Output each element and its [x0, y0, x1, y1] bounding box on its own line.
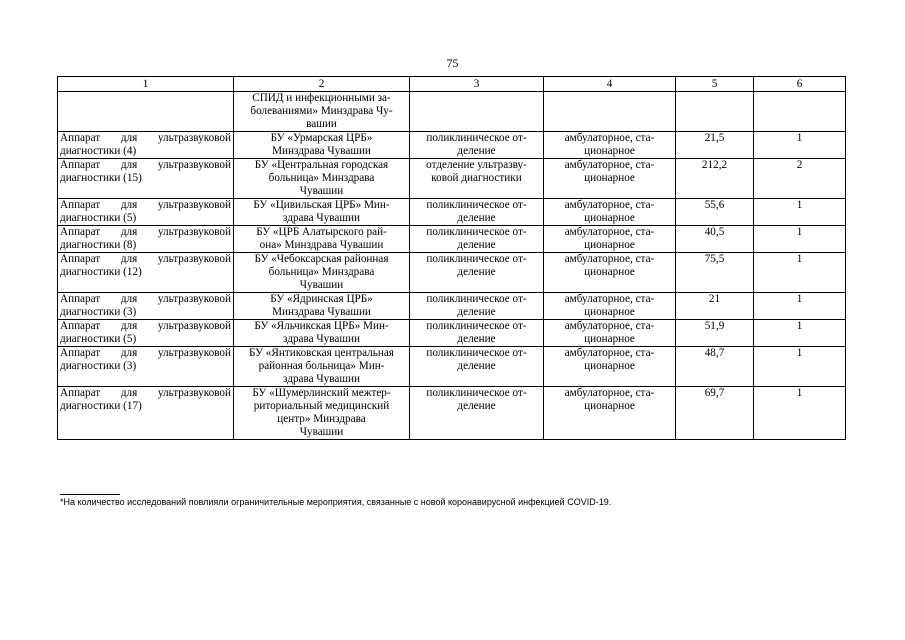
- care-type-cell: [544, 320, 676, 347]
- cell-line: амбулаторное, ста-: [564, 387, 655, 399]
- cell-line: здрава Чувашии: [283, 373, 360, 385]
- department-cell: [410, 293, 544, 320]
- header-cell: 1: [58, 77, 234, 92]
- header-cell: 4: [544, 77, 676, 92]
- cell-line: БУ «Урмарская ЦРБ»: [270, 132, 373, 144]
- cell-line: диагностики (3): [60, 306, 137, 318]
- count-cell: 1: [754, 320, 846, 347]
- table-row: [58, 92, 846, 132]
- cell-line: диагностики (5): [60, 212, 137, 224]
- equipment-name-cell: [58, 159, 234, 199]
- cell-line: деление: [457, 400, 496, 412]
- header-cell: 5: [676, 77, 754, 92]
- cell-line: амбулаторное, ста-: [564, 293, 655, 305]
- table-header-row: [58, 77, 846, 92]
- cell-line: ционарное: [584, 333, 635, 345]
- value-cell: 40,5: [676, 226, 754, 253]
- count-cell: 1: [754, 347, 846, 387]
- institution-cell: [234, 199, 410, 226]
- institution-cell: [234, 387, 410, 440]
- cell-line: Аппарат для ультразвуковой: [60, 199, 231, 211]
- cell-line: диагностики (17): [60, 400, 142, 412]
- header-cell: 3: [410, 77, 544, 92]
- cell-line: [60, 105, 231, 118]
- table-row: [58, 293, 846, 320]
- cell-line: деление: [457, 333, 496, 345]
- cell-line: БУ «ЦРБ Алатырского рай-: [256, 226, 387, 238]
- cell-line: амбулаторное, ста-: [564, 253, 655, 265]
- count-cell: 2: [754, 159, 846, 199]
- cell-line: Аппарат для ультразвуковой: [60, 159, 231, 171]
- cell-line: БУ «Шумерлинский межтер-: [252, 387, 391, 399]
- cell-line: ционарное: [584, 360, 635, 372]
- cell-line: амбулаторное, ста-: [564, 226, 655, 238]
- count-cell: 1: [754, 293, 846, 320]
- cell-line: деление: [457, 212, 496, 224]
- cell-line: вашии: [306, 118, 337, 130]
- equipment-name-cell: [58, 347, 234, 387]
- table-row: [58, 159, 846, 199]
- cell-line: амбулаторное, ста-: [564, 132, 655, 144]
- care-type-cell: [544, 347, 676, 387]
- care-type-cell: [544, 92, 676, 132]
- cell-line: БУ «Яльчикская ЦРБ» Мин-: [254, 320, 389, 332]
- equipment-name-cell: [58, 253, 234, 293]
- count-cell: 1: [754, 253, 846, 293]
- value-cell: 212,2: [676, 159, 754, 199]
- cell-line: районная больница» Мин-: [258, 360, 385, 372]
- cell-line: диагностики (5): [60, 333, 137, 345]
- cell-line: ционарное: [584, 145, 635, 157]
- value-cell: 69,7: [676, 387, 754, 440]
- cell-line: ционарное: [584, 172, 635, 184]
- cell-line: амбулаторное, ста-: [564, 347, 655, 359]
- cell-line: Чувашии: [299, 426, 344, 438]
- cell-line: больница» Минздрава: [268, 172, 375, 184]
- care-type-cell: [544, 226, 676, 253]
- equipment-name-cell: [58, 199, 234, 226]
- cell-line: БУ «Центральная городская: [254, 159, 389, 171]
- cell-line: Аппарат для ультразвуковой: [60, 347, 231, 359]
- cell-line: деление: [457, 239, 496, 251]
- cell-line: ционарное: [584, 400, 635, 412]
- department-cell: [410, 199, 544, 226]
- cell-line: Аппарат для ультразвуковой: [60, 253, 231, 265]
- cell-line: диагностики (12): [60, 266, 142, 278]
- cell-line: деление: [457, 145, 496, 157]
- cell-line: [546, 92, 673, 105]
- cell-line: БУ «Янтиковская центральная: [249, 347, 394, 359]
- cell-line: диагностики (15): [60, 172, 142, 184]
- cell-line: поликлиническое от-: [426, 226, 527, 238]
- value-cell: 51,9: [676, 320, 754, 347]
- cell-line: деление: [457, 360, 496, 372]
- cell-line: Аппарат для ультразвуковой: [60, 293, 231, 305]
- institution-cell: [234, 132, 410, 159]
- department-cell: [410, 320, 544, 347]
- cell-line: поликлиническое от-: [426, 320, 527, 332]
- value-cell: 21,5: [676, 132, 754, 159]
- cell-line: диагностики (8): [60, 239, 137, 251]
- institution-cell: [234, 320, 410, 347]
- cell-line: диагностики (4): [60, 145, 137, 157]
- institution-cell: [234, 253, 410, 293]
- value-cell: 21: [676, 293, 754, 320]
- count-cell: 1: [754, 387, 846, 440]
- equipment-name-cell: [58, 387, 234, 440]
- cell-line: деление: [457, 266, 496, 278]
- value-cell: 75,5: [676, 253, 754, 293]
- header-cell: 6: [754, 77, 846, 92]
- count-cell: 1: [754, 132, 846, 159]
- count-cell: 1: [754, 226, 846, 253]
- cell-line: поликлиническое от-: [426, 132, 527, 144]
- department-cell: [410, 387, 544, 440]
- footnote: *На количество исследований повлияли ограничительные мероприятия, связанные с новой коронавирусной инфекцией COVID-19.: [60, 497, 612, 507]
- cell-line: [60, 92, 231, 105]
- department-cell: [410, 92, 544, 132]
- care-type-cell: [544, 159, 676, 199]
- care-type-cell: [544, 253, 676, 293]
- equipment-name-cell: [58, 226, 234, 253]
- cell-line: поликлиническое от-: [426, 347, 527, 359]
- equipment-name-cell: [58, 320, 234, 347]
- table-row: [58, 320, 846, 347]
- department-cell: [410, 253, 544, 293]
- table-row: [58, 347, 846, 387]
- footnote-rule: [60, 494, 120, 495]
- page-number: 75: [446, 56, 459, 70]
- table-row: [58, 387, 846, 440]
- cell-line: [412, 92, 541, 105]
- cell-line: риториальный медицинский: [253, 400, 390, 412]
- table-row: [58, 226, 846, 253]
- care-type-cell: [544, 387, 676, 440]
- cell-line: поликлиническое от-: [426, 199, 527, 211]
- cell-line: здрава Чувашии: [283, 212, 360, 224]
- cell-line: больница» Минздрава: [268, 266, 375, 278]
- cell-line: поликлиническое от-: [426, 253, 527, 265]
- cell-line: она» Минздрава Чувашии: [259, 239, 384, 251]
- cell-line: ционарное: [584, 239, 635, 251]
- cell-line: ционарное: [584, 306, 635, 318]
- cell-line: болеваниями» Минздрава Чу-: [250, 105, 393, 117]
- institution-cell: [234, 293, 410, 320]
- department-cell: [410, 132, 544, 159]
- equipment-name-cell: [58, 132, 234, 159]
- cell-line: центр» Минздрава: [277, 413, 366, 425]
- cell-line: Аппарат для ультразвуковой: [60, 320, 231, 332]
- department-cell: [410, 347, 544, 387]
- header-cell: 2: [234, 77, 410, 92]
- institution-cell: [234, 159, 410, 199]
- care-type-cell: [544, 293, 676, 320]
- cell-line: ционарное: [584, 266, 635, 278]
- table-row: [58, 199, 846, 226]
- value-cell: 55,6: [676, 199, 754, 226]
- cell-line: отделение ультразву-: [426, 159, 527, 171]
- department-cell: [410, 226, 544, 253]
- cell-line: деление: [457, 306, 496, 318]
- cell-line: здрава Чувашии: [283, 333, 360, 345]
- cell-line: Аппарат для ультразвуковой: [60, 387, 231, 399]
- cell-line: Минздрава Чувашии: [272, 306, 371, 318]
- table-row: [58, 253, 846, 293]
- cell-line: амбулаторное, ста-: [564, 199, 655, 211]
- cell-line: БУ «Цивильская ЦРБ» Мин-: [253, 199, 390, 211]
- cell-line: амбулаторное, ста-: [564, 159, 655, 171]
- department-cell: [410, 159, 544, 199]
- count-cell: 1: [754, 199, 846, 226]
- count-cell: [754, 92, 846, 132]
- cell-line: амбулаторное, ста-: [564, 320, 655, 332]
- cell-line: БУ «Чебоксарская районная: [254, 253, 389, 265]
- cell-line: СПИД и инфекционными за-: [252, 92, 391, 104]
- institution-cell: [234, 226, 410, 253]
- table-row: [58, 132, 846, 159]
- cell-line: Минздрава Чувашии: [272, 145, 371, 157]
- cell-line: ковой диагностики: [431, 172, 522, 184]
- cell-line: Чувашии: [299, 279, 344, 291]
- equipment-name-cell: [58, 293, 234, 320]
- cell-line: Аппарат для ультразвуковой: [60, 226, 231, 238]
- care-type-cell: [544, 199, 676, 226]
- cell-line: поликлиническое от-: [426, 293, 527, 305]
- cell-line: БУ «Ядринская ЦРБ»: [270, 293, 373, 305]
- equipment-table: [57, 76, 846, 440]
- cell-line: Чувашии: [299, 185, 344, 197]
- value-cell: 48,7: [676, 347, 754, 387]
- cell-line: ционарное: [584, 212, 635, 224]
- care-type-cell: [544, 132, 676, 159]
- cell-line: поликлиническое от-: [426, 387, 527, 399]
- institution-cell: [234, 92, 410, 132]
- institution-cell: [234, 347, 410, 387]
- cell-line: диагностики (3): [60, 360, 137, 372]
- cell-line: Аппарат для ультразвуковой: [60, 132, 231, 144]
- value-cell: [676, 92, 754, 132]
- equipment-name-cell: [58, 92, 234, 132]
